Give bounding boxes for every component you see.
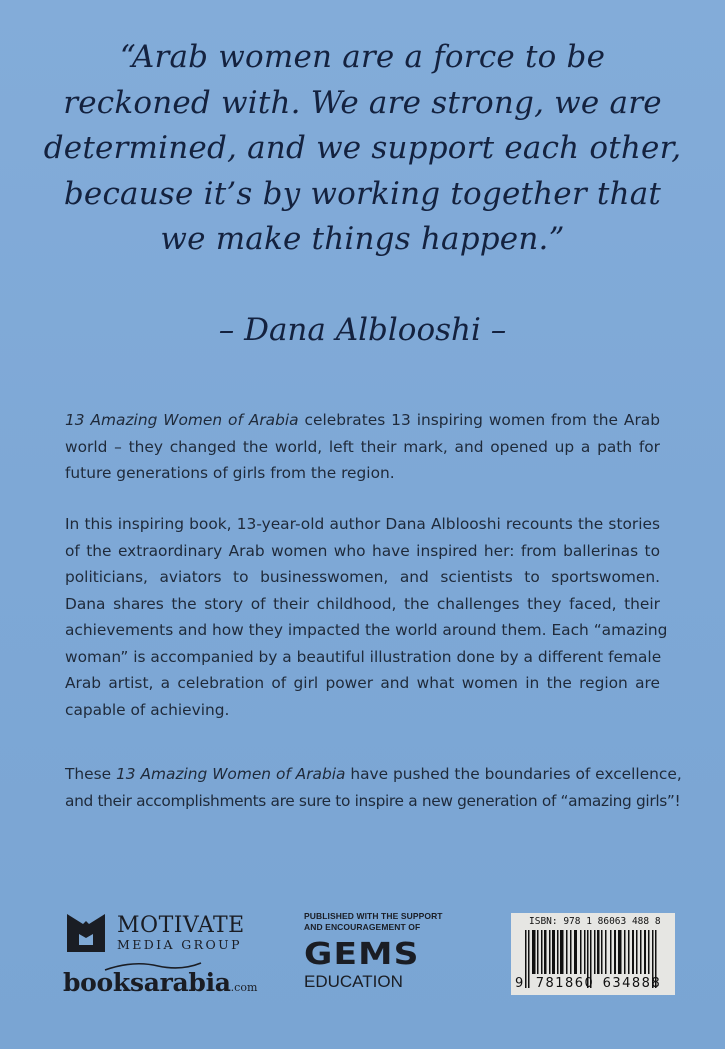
text-line: achievements and how they impacted the world around them. Each “amazing (65, 621, 668, 639)
text-line: capable of achieving. (65, 700, 230, 719)
motivate-m-icon (65, 912, 107, 954)
education-wordmark: EDUCATION (304, 972, 403, 991)
isbn-barcode (511, 913, 675, 995)
description-paragraph-2 (65, 511, 668, 723)
motivate-media-group-logo (65, 912, 245, 954)
quote-line: determined, and we support each other, (43, 130, 682, 166)
barcode-digits: 9 781860 634888 (515, 976, 662, 991)
swoosh-icon (103, 960, 203, 974)
isbn-label: ISBN: 978 1 86063 488 8 (529, 916, 661, 927)
publisher-subname: MEDIA GROUP (117, 936, 242, 952)
text-line: politicians, aviators to businesswomen, and scientists to sportswomen. (65, 568, 660, 586)
text-line: future generations of girls from the region. (65, 464, 395, 482)
quote-line: because it’s by working together that (63, 175, 662, 212)
gems-wordmark: GEMS (304, 937, 420, 972)
book-title: 13 Amazing Women of Arabia (65, 411, 299, 429)
book-title: 13 Amazing Women of Arabia (116, 765, 346, 783)
quote-line: reckoned with. We are strong, we are (63, 84, 662, 121)
back-cover-quote (40, 35, 685, 263)
support-text: AND ENCOURAGEMENT OF (304, 922, 421, 932)
support-text: PUBLISHED WITH THE SUPPORT (304, 911, 443, 921)
text-line: woman” is accompanied by a beautiful illustration done by a different female (65, 647, 662, 666)
gems-education-logo (304, 911, 443, 992)
booksarabia-logo: booksarabia.com (63, 968, 257, 997)
text-line: In this inspiring book, 13-year-old author Dana Alblooshi recounts the stories (65, 515, 660, 533)
description-paragraph-3 (65, 761, 682, 814)
text-line: Arab artist, a celebration of girl power and what women in the region are (65, 674, 660, 692)
publisher-name: MOTIVATE (117, 912, 245, 938)
text-line: Dana shares the story of their childhood, the challenges they faced, their (65, 594, 660, 613)
text-line: 13 Amazing Women of Arabia celebrates 13 inspiring women from the Arab (65, 411, 660, 429)
quote-line: we make things happen.” (160, 221, 565, 257)
text-line: world – they changed the world, left their mark, and opened up a path for (65, 437, 660, 456)
text-line: and their accomplishments are sure to inspire a new generation of “amazing girls”! (65, 791, 681, 810)
text-line: of the extraordinary Arab women who have inspired her: from ballerinas to (65, 541, 660, 560)
description-paragraph-1 (65, 407, 660, 487)
text-line: These 13 Amazing Women of Arabia have pushed the boundaries of excellence, (65, 765, 682, 783)
quote-line: “Arab women are a force to be (119, 39, 606, 75)
quote-attribution: – Dana Alblooshi – (218, 312, 507, 348)
